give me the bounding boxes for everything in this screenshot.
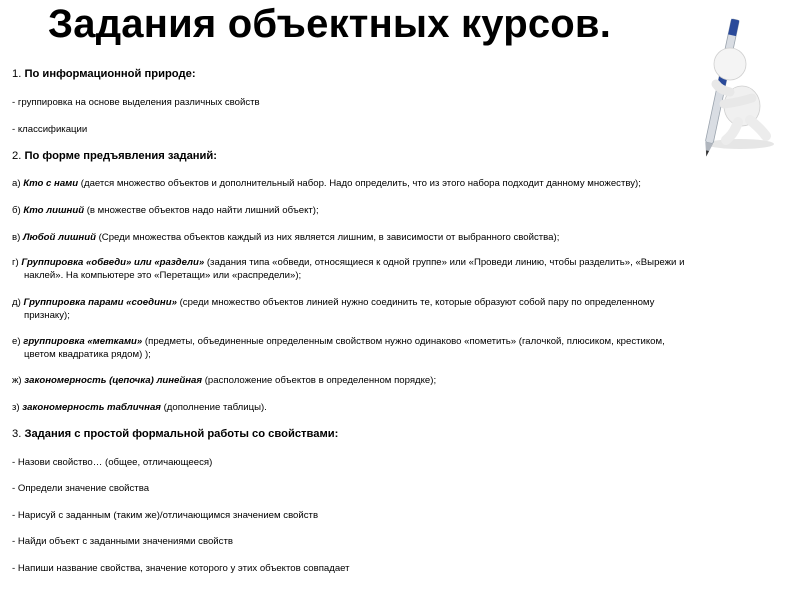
section-3-item: - Нарисуй с заданным (таким же)/отличающимся значением свойств (12, 510, 319, 521)
section-1-item: - классификации (12, 124, 88, 135)
task-type-g: г) Группировка «обведи» или «раздели» (задания типа «обведи, относящиеся к одной группе» или «Проведи линию, чтобы разделить», «Вырежи и наклей». На компьютере это «Перетащи» или «распредели»); (12, 257, 685, 281)
task-type-b: б) Кто лишний (в множестве объектов надо найти лишний объект); (12, 205, 319, 216)
section-3-item: - Найди объект с заданными значениями свойств (12, 536, 233, 547)
task-type-d-continuation: признаку); (24, 310, 70, 321)
section-1-heading: 1. По информационной природе: (12, 68, 196, 80)
task-type-a: а) Кто с нами (дается множество объектов и дополнительный набор. Надо определить, что из этого набора подходит данному множеству); (12, 178, 641, 189)
person-with-pencil-illustration (680, 12, 778, 172)
task-type-e: е) группировка «метками» (предметы, объединенные определенным свойством нужно одинаково «пометить» (галочкой, плюсиком, крестиком, цветом квадратика рядом) ); (12, 336, 665, 360)
section-3-heading: 3. Задания с простой формальной работы со свойствами: (12, 428, 339, 440)
task-type-g-continuation: наклей». На компьютере это «Перетащи» или «распредели»); (24, 270, 302, 281)
section-1-item: - группировка на основе выделения различных свойств (12, 97, 260, 108)
task-type-d: д) Группировка парами «соедини» (среди множество объектов линией нужно соединить те, которые образуют собой пару по определенному признаку); (12, 297, 655, 321)
section-3-item: - Определи значение свойства (12, 483, 150, 494)
slide-title: Задания объектных курсов. (48, 2, 612, 46)
section-3-item: - Напиши название свойства, значение которого у этих объектов совпадает (12, 563, 350, 574)
section-3-item: - Назови свойство… (общее, отличающееся) (12, 457, 213, 468)
task-type-v: в) Любой лишний (Среди множества объектов каждый из них является лишним, в зависимости от выбранного свойства); (12, 232, 560, 243)
task-type-zh: ж) закономерность (цепочка) линейная (расположение объектов в определенном порядке); (12, 375, 437, 386)
task-type-e-continuation: цветом квадратика рядом) ); (24, 349, 151, 360)
section-2-heading: 2. По форме предъявления заданий: (12, 150, 218, 162)
task-type-z: з) закономерность табличная (дополнение таблицы). (12, 402, 267, 413)
